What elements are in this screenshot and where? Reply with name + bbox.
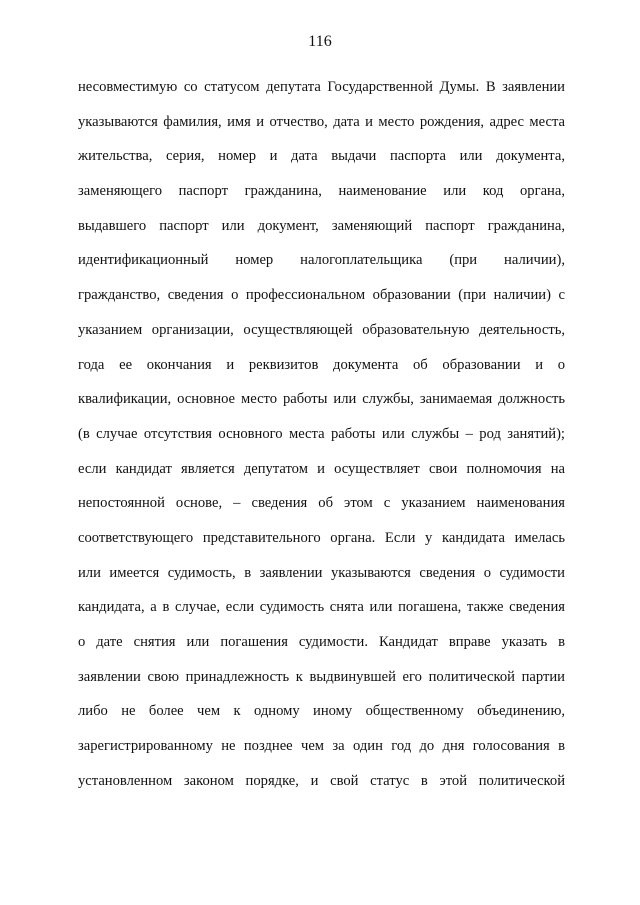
text-line: о дате снятия или погашения судимости. Кандидат вправе указать в: [78, 634, 565, 650]
text-line: гражданство, сведения о профессиональном образовании (при наличии) с: [78, 287, 565, 304]
text-line: непостоянной основе, – сведения об этом с указанием наименования: [78, 495, 565, 512]
text-line: года ее окончания и реквизитов документа об образовании и о: [78, 356, 565, 373]
text-line: заменяющего паспорт гражданина, наименование или код органа,: [78, 183, 565, 200]
text-line: если кандидат является депутатом и осуществляет свои полномочия на: [78, 460, 565, 477]
text-line: установленном законом порядке, и свой статус в этой политической: [78, 772, 565, 789]
body-paragraph: [78, 70, 565, 798]
text-line: или имеется судимость, в заявлении указываются сведения о судимости: [78, 564, 565, 581]
text-line: кандидата, а в случае, если судимость снята или погашена, также сведения: [78, 599, 565, 616]
text-line: либо не более чем к одному иному общественному объединению,: [78, 703, 565, 720]
text-line: указанием организации, осуществляющей образовательную деятельность,: [78, 321, 565, 338]
text-line: зарегистрированному не позднее чем за один год до дня голосования в: [78, 738, 565, 755]
text-line: жительства, серия, номер и дата выдачи паспорта или документа,: [78, 148, 565, 165]
text-line: указываются фамилия, имя и отчество, дата и место рождения, адрес места: [78, 113, 565, 130]
text-line: заявлении свою принадлежность к выдвинувшей его политической партии: [78, 668, 565, 685]
text-line: (в случае отсутствия основного места работы или службы – род занятий);: [78, 425, 565, 442]
text-line: соответствующего представительного органа. Если у кандидата имелась: [78, 529, 565, 546]
text-line: квалификации, основное место работы или службы, занимаемая должность: [78, 391, 565, 408]
text-line: идентификационный номер налогоплательщика (при наличии),: [78, 252, 565, 269]
text-line: выдавшего паспорт или документ, заменяющий паспорт гражданина,: [78, 217, 565, 234]
page-number: 116: [308, 33, 332, 50]
text-line: несовместимую со статусом депутата Государственной Думы. В заявлении: [78, 79, 565, 95]
